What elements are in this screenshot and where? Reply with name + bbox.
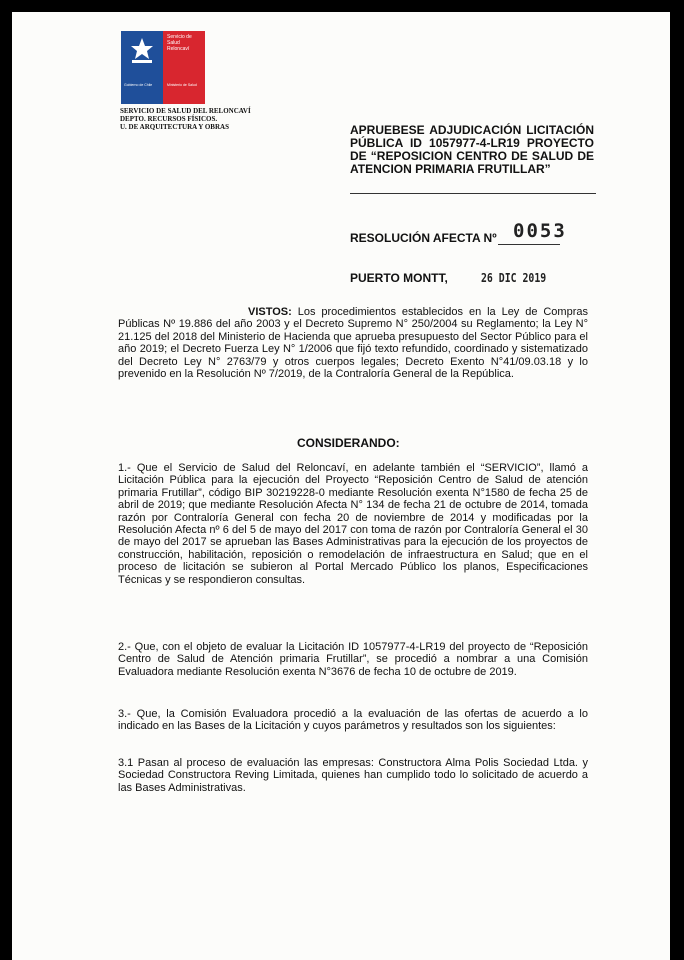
resolution-number: 0053 <box>513 220 567 242</box>
considerando-paragraph-1: 1.- Que el Servicio de Salud del Reloncaví, en adelante también el “SERVICIO”, llamó a Licitación Pública para la ejecución del Proyecto “Reposición Centro de Salud de atención primaria Frutillar”, código BIP 30219228-0 mediante Resolución exenta N°1580 de fecha 25 de abril de 2019; que mediante Resolución Afecta N° 134 de fecha 21 de octubre de 2014, tomada razón por Contraloría General con fecha 20 de noviembre de 2014 y modificadas por la Resolución Afecta nº 6 del 5 de mayo del 2017 con toma de razón por Contraloría General el 30 de mayo del 2017 se aprueban las Bases Administrativas para la ejecución de los proyectos de construcción, habilitación, reposición o remodelación de infraestructura en Salud; que en el proceso de licitación se subieron al Portal Mercado Público los planos, Especificaciones Técnicas y se respondieron consultas. <box>118 462 588 586</box>
title-underline <box>350 193 596 194</box>
service-logo <box>121 31 205 104</box>
considerando-paragraph-3-1: 3.1 Pasan al proceso de evaluación las empresas: Constructora Alma Polis Sociedad Ltda. y Sociedad Constructora Reving Limitada, quienes han cumplido todo lo solicitado de acuerdo a las Bases Administrativas. <box>118 757 588 794</box>
org-block <box>120 107 251 131</box>
vistos-lead: VISTOS: <box>248 306 292 318</box>
considerando-heading: CONSIDERANDO: <box>297 436 400 450</box>
considerando-paragraph-2: 2.- Que, con el objeto de evaluar la Licitación ID 1057977-4-LR19 del proyecto de “Reposición Centro de Salud de Atención primaria Frutillar”, se procedió a nombrar a una Comisión Evaluadora mediante Resolución exenta N°3676 de fecha 10 de octubre de 2019. <box>118 641 588 678</box>
resolution-underline <box>498 244 560 245</box>
logo-gov-text: Gobierno de Chile <box>124 83 153 87</box>
vistos-text: Los procedimientos establecidos en la Ley de Compras Públicas Nº 19.886 del año 2003 y el Decreto Supremo N° 250/2004 su Reglamento; la Ley N° 21.125 del 2018 del Ministerio de Hacienda que aprueba presupuesto del Sector Público para el año 2019; el Decreto Fuerza Ley N° 1/2006 que fijó texto refundido, coordinado y sistematizado del Decreto Ley N° 2763/79 y otros cuerpos legales; Decreto Exento N°41/09.03.18 y lo prevenido en la Resolución Nº 7/2019, de la Contraloría General de la República. <box>118 306 588 381</box>
vistos-paragraph <box>118 306 588 380</box>
org-line: DEPTO. RECURSOS FÍSICOS. <box>120 115 218 123</box>
coat-of-arms-icon <box>121 35 163 75</box>
place-label: PUERTO MONTT, <box>350 271 448 285</box>
resolution-label: RESOLUCIÓN AFECTA Nº <box>350 231 497 245</box>
logo-service-name <box>167 34 205 52</box>
logo-service-name-line: Servicio de Salud <box>167 34 192 46</box>
org-line: SERVICIO DE SALUD DEL RELONCAVÍ <box>120 107 251 115</box>
considerando-paragraph-3: 3.- Que, la Comisión Evaluadora procedió a la evaluación de las ofertas de acuerdo a lo indicado en las Bases de la Licitación y cuyos parámetros y resultados son los siguientes: <box>118 708 588 733</box>
document-title: APRUEBESE ADJUDICACIÓN LICITACIÓN PÚBLICA ID 1057977-4-LR19 PROYECTO DE “REPOSICION CENTRO DE SALUD DE ATENCION PRIMARIA FRUTILLAR” <box>350 123 594 176</box>
logo-ministry-text: Ministerio de Salud <box>167 83 197 87</box>
logo-service-sub-line: Reloncaví <box>167 46 190 52</box>
org-line: U. DE ARQUITECTURA Y OBRAS <box>120 123 229 131</box>
date-stamp: 26 DIC 2019 <box>481 271 547 285</box>
logo-blue-panel <box>121 31 163 104</box>
